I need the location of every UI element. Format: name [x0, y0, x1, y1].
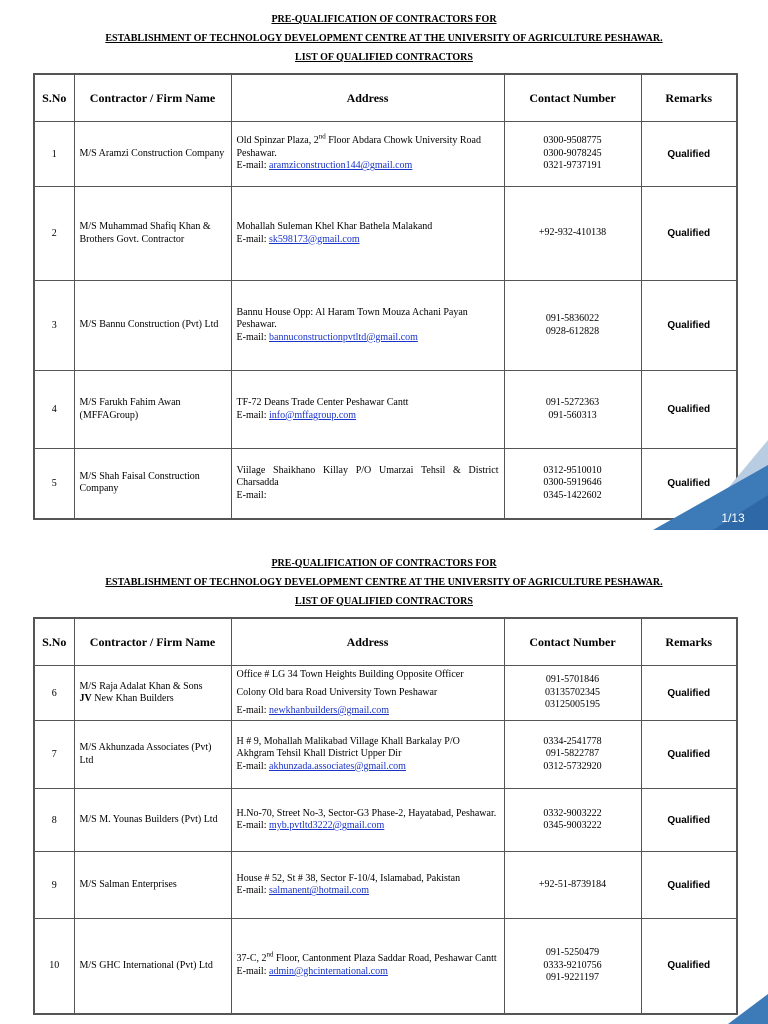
table-row [34, 122, 737, 187]
row-address: H # 9, Mohallah Malikabad Village Khall Barkalay P/O Akhgram Tehsil Khall District Upper Dir E-mail: akhunzada.associates@gmail.com [231, 721, 504, 789]
contractors-table-1 [33, 73, 738, 520]
row-sno: 2 [34, 187, 74, 281]
row-sno: 10 [34, 919, 74, 1014]
row-firm: M/S Salman Enterprises [74, 852, 231, 919]
row-firm: M/S Akhunzada Associates (Pvt) Ltd [74, 721, 231, 789]
email-link[interactable]: admin@ghcinternational.com [269, 965, 388, 977]
row-contact: 091-5836022 0928-612828 [504, 281, 641, 371]
email-link[interactable]: info@mffagroup.com [269, 409, 357, 421]
status-qualified: Qualified [641, 666, 737, 721]
table-row [34, 721, 737, 789]
col-address: Address [231, 74, 504, 122]
email-link[interactable]: akhunzada.associates@gmail.com [269, 760, 406, 772]
row-firm: M/S GHC International (Pvt) Ltd [74, 919, 231, 1014]
row-contact: 0332-9003222 0345-9003222 [504, 789, 641, 852]
row-address: H.No-70, Street No-3, Sector-G3 Phase-2, Hayatabad, Peshawar. E-mail: myb.pvtltd3222@gmail.com [231, 789, 504, 852]
status-qualified: Qualified [641, 789, 737, 852]
row-address: Bannu House Opp: Al Haram Town Mouza Achani Payan Peshawar. E-mail: bannuconstructionpvtltd@gmail.com [231, 281, 504, 371]
table-row [34, 371, 737, 449]
heading-line-3: LIST OF QUALIFIED CONTRACTORS [295, 596, 473, 607]
row-firm: M/S Muhammad Shafiq Khan & Brothers Govt. Contractor [74, 187, 231, 281]
table-header-row [34, 74, 737, 122]
row-firm: M/S Raja Adalat Khan & Sons JV New Khan Builders [74, 666, 231, 721]
col-contact: Contact Number [504, 74, 641, 122]
row-sno: 3 [34, 281, 74, 371]
table-row [34, 187, 737, 281]
row-contact: 091-5272363 091-560313 [504, 371, 641, 449]
row-sno: 9 [34, 852, 74, 919]
document-page-2 [0, 544, 768, 1024]
row-address: House # 52, St # 38, Sector F-10/4, Islamabad, Pakistan E-mail: salmanent@hotmail.com [231, 852, 504, 919]
table-row [34, 919, 737, 1014]
row-sno: 4 [34, 371, 74, 449]
row-address: TF-72 Deans Trade Center Peshawar Cantt E-mail: info@mffagroup.com [231, 371, 504, 449]
status-qualified: Qualified [641, 449, 737, 519]
row-contact: +92-932-410138 [504, 187, 641, 281]
row-firm: M/S Bannu Construction (Pvt) Ltd [74, 281, 231, 371]
table-row [34, 449, 737, 519]
row-firm: M/S M. Younas Builders (Pvt) Ltd [74, 789, 231, 852]
col-sno: S.No [34, 74, 74, 122]
status-qualified: Qualified [641, 187, 737, 281]
status-qualified: Qualified [641, 721, 737, 789]
table-row [34, 789, 737, 852]
row-contact: +92-51-8739184 [504, 852, 641, 919]
row-contact: 0334-2541778 091-5822787 0312-5732920 [504, 721, 641, 789]
row-sno: 6 [34, 666, 74, 721]
row-address: Office # LG 34 Town Heights Building Opposite Officer Colony Old bara Road University Town Peshawar E-mail: newkhanbuilders@gmail.com [231, 666, 504, 721]
heading-line-1: PRE-QUALIFICATION OF CONTRACTORS FOR [271, 558, 497, 569]
row-sno: 8 [34, 789, 74, 852]
table-row [34, 281, 737, 371]
row-contact: 091-5701846 03135702345 03125005195 [504, 666, 641, 721]
row-firm: M/S Aramzi Construction Company [74, 122, 231, 187]
row-address: 37-C, 2nd Floor, Cantonment Plaza Saddar Road, Peshawar Cantt E-mail: admin@ghcinternational.com [231, 919, 504, 1014]
row-sno: 5 [34, 449, 74, 519]
row-sno: 1 [34, 122, 74, 187]
heading-line-2: ESTABLISHMENT OF TECHNOLOGY DEVELOPMENT CENTRE AT THE UNIVERSITY OF AGRICULTURE PESHAWAR. [105, 577, 663, 588]
email-link[interactable]: myb.pvtltd3222@gmail.com [269, 820, 385, 831]
heading-line-1: PRE-QUALIFICATION OF CONTRACTORS FOR [271, 14, 497, 25]
corner-blue-shape [728, 994, 768, 1024]
row-address: Mohallah Suleman Khel Khar Bathela Malakand E-mail: sk598173@gmail.com [231, 187, 504, 281]
email-link[interactable]: salmanent@hotmail.com [269, 885, 370, 896]
status-qualified: Qualified [641, 281, 737, 371]
table-row [34, 852, 737, 919]
status-qualified: Qualified [641, 122, 737, 187]
email-link[interactable]: sk598173@gmail.com [269, 233, 360, 245]
row-contact: 0312-9510010 0300-5919646 0345-1422602 [504, 449, 641, 519]
page-corner-graphic [728, 994, 768, 1024]
col-firm: Contractor / Firm Name [74, 618, 231, 666]
row-address: Viilage Shaikhano Killay P/O Umarzai Tehsil & District Charsadda E-mail: [231, 449, 504, 519]
email-link[interactable]: bannuconstructionpvtltd@gmail.com [269, 331, 418, 343]
row-contact: 091-5250479 0333-9210756 091-9221197 [504, 919, 641, 1014]
col-remarks: Remarks [641, 618, 737, 666]
col-firm: Contractor / Firm Name [74, 74, 231, 122]
row-contact: 0300-9508775 0300-9078245 0321-9737191 [504, 122, 641, 187]
contractors-table-2 [33, 617, 738, 1015]
row-firm: M/S Shah Faisal Construction Company [74, 449, 231, 519]
table-row [34, 666, 737, 721]
col-remarks: Remarks [641, 74, 737, 122]
heading-line-3: LIST OF QUALIFIED CONTRACTORS [295, 52, 473, 63]
status-qualified: Qualified [641, 852, 737, 919]
table-header-row [34, 618, 737, 666]
status-qualified: Qualified [641, 371, 737, 449]
col-address: Address [231, 618, 504, 666]
row-address: Old Spinzar Plaza, 2nd Floor Abdara Chowk University Road Peshawar. E-mail: aramziconstruction144@gmail.com [231, 122, 504, 187]
page-indicator: 1/13 [721, 511, 745, 525]
row-sno: 7 [34, 721, 74, 789]
email-link[interactable]: aramziconstruction144@gmail.com [269, 160, 413, 172]
heading-line-2: ESTABLISHMENT OF TECHNOLOGY DEVELOPMENT CENTRE AT THE UNIVERSITY OF AGRICULTURE PESHAWAR. [105, 33, 663, 44]
row-firm: M/S Farukh Fahim Awan (MFFAGroup) [74, 371, 231, 449]
email-link[interactable]: newkhanbuilders@gmail.com [269, 705, 390, 716]
status-qualified: Qualified [641, 919, 737, 1014]
col-sno: S.No [34, 618, 74, 666]
col-contact: Contact Number [504, 618, 641, 666]
